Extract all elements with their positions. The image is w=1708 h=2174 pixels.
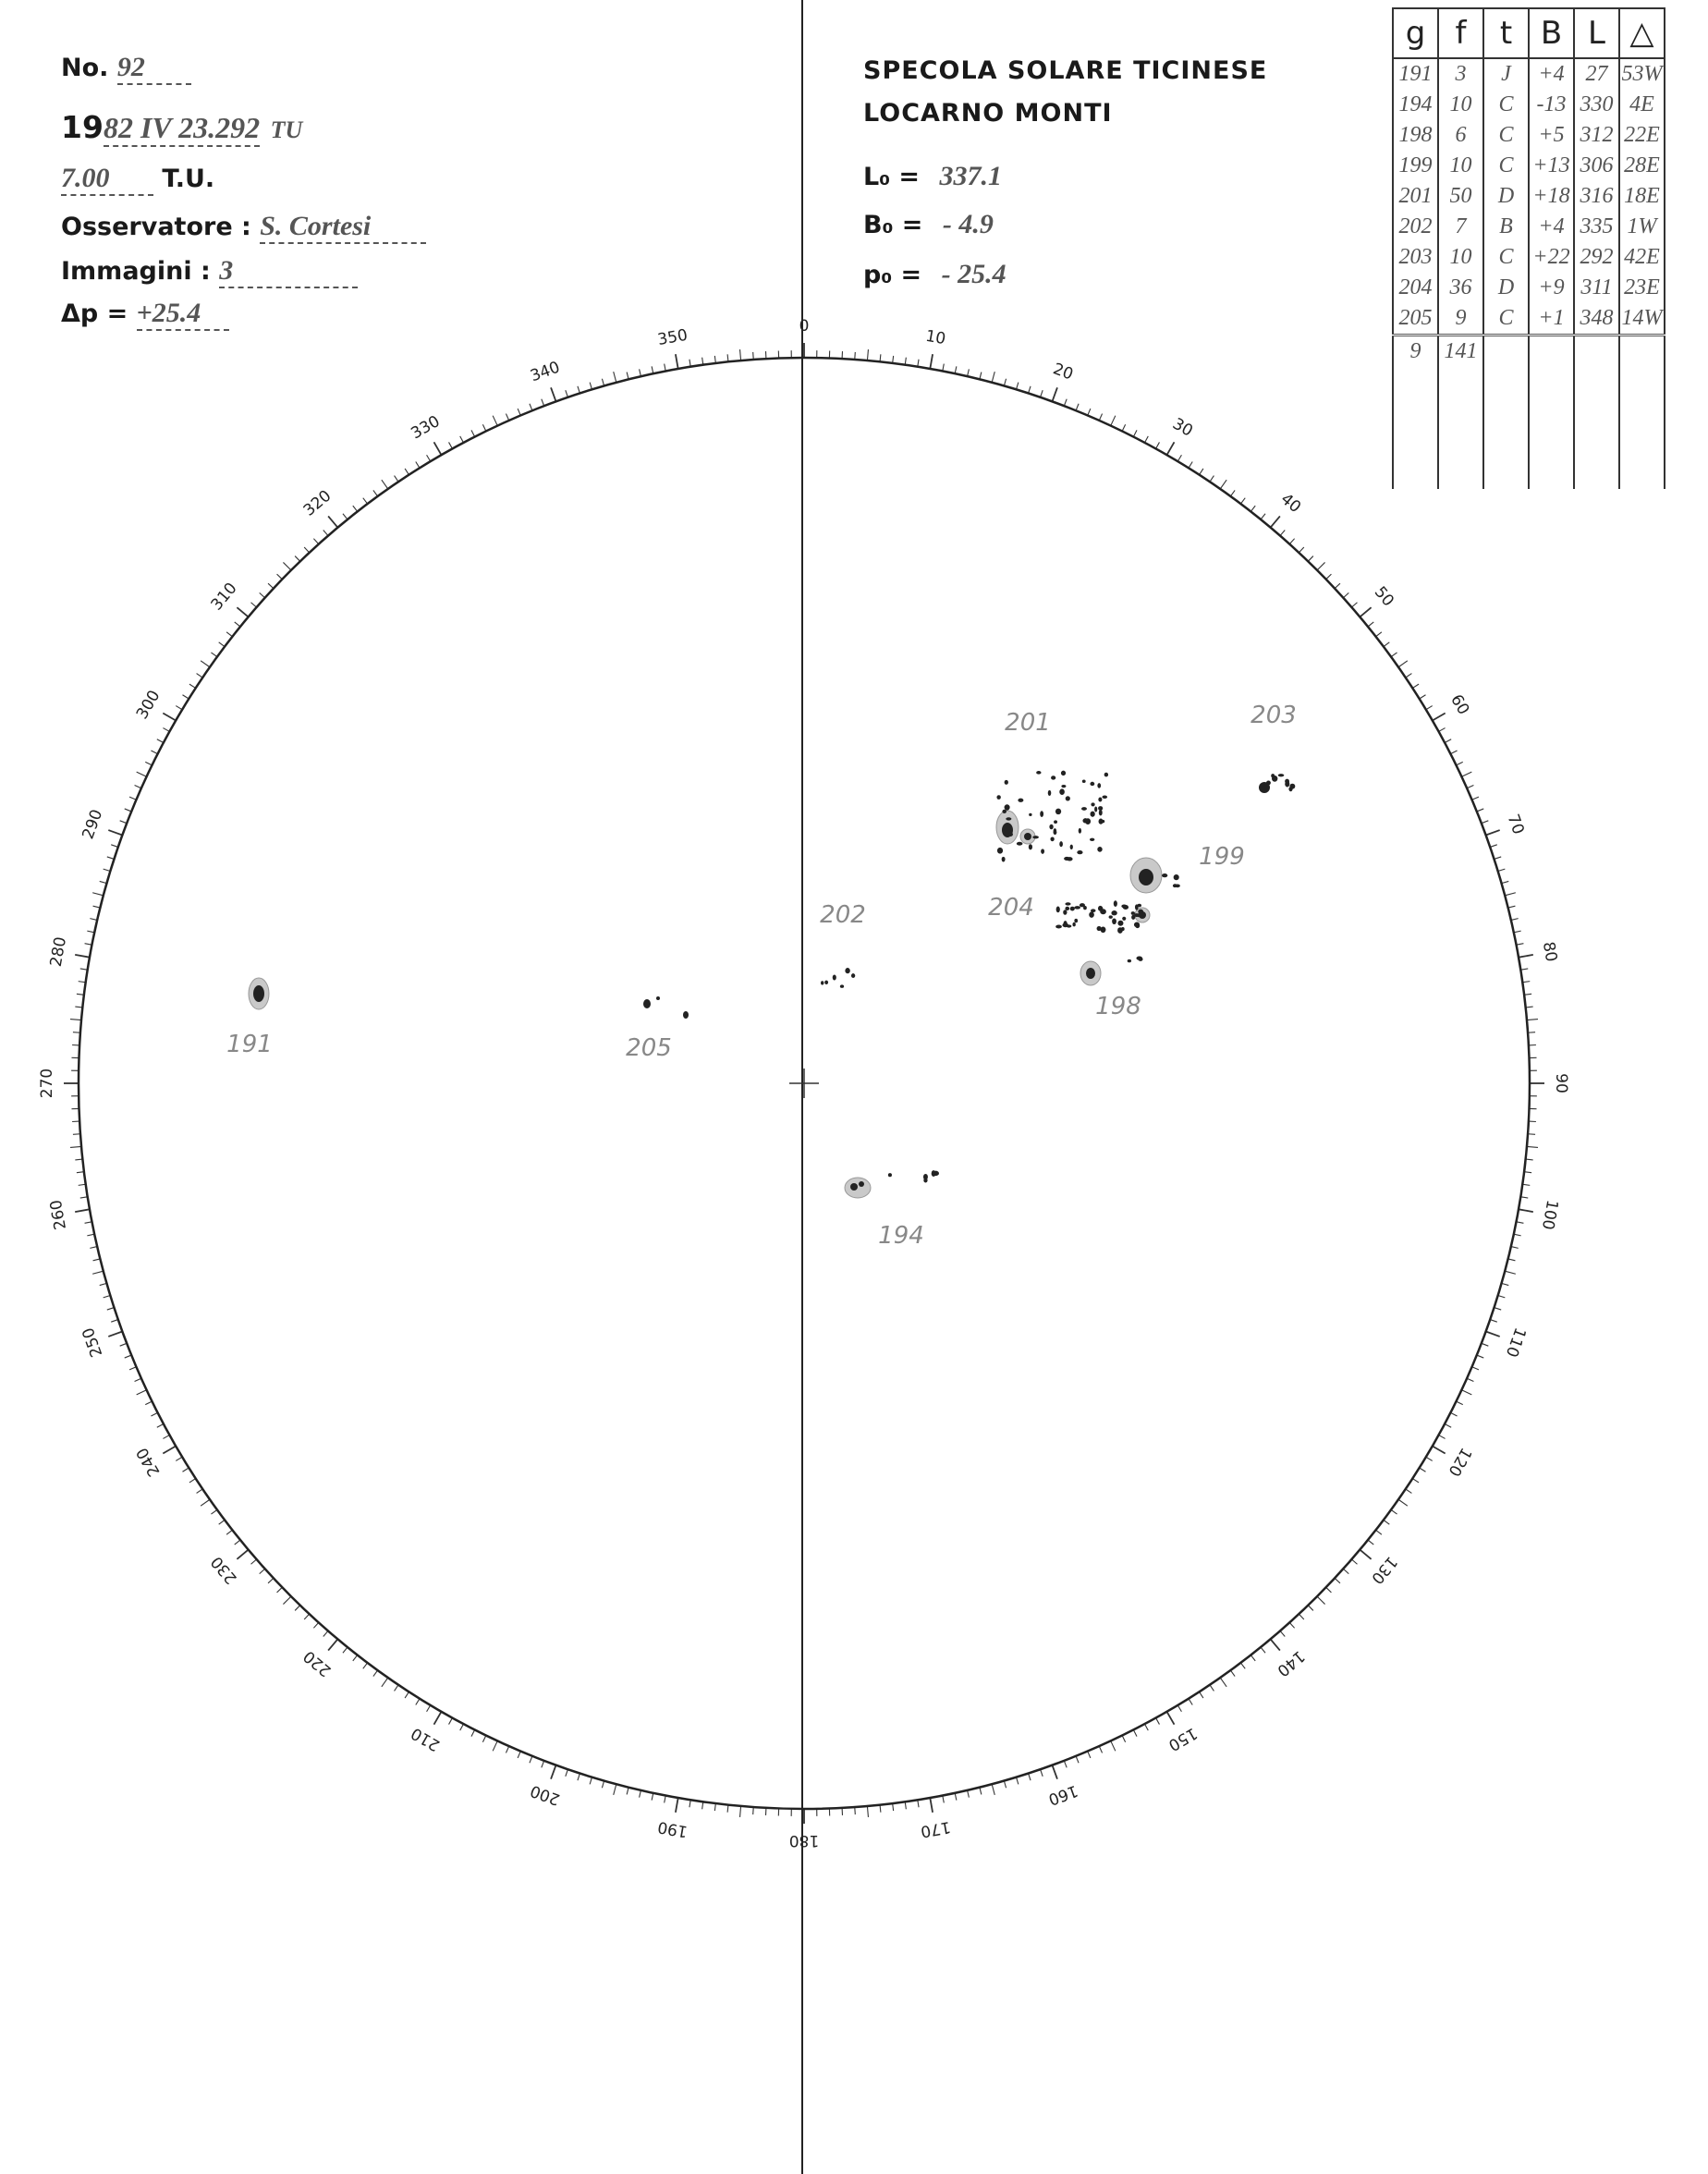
table-cell: 311 [1574, 273, 1619, 303]
sunspot-umbra [1094, 806, 1097, 812]
sunspot-umbra [851, 973, 855, 978]
dial-tick-label: 120 [1444, 1444, 1476, 1480]
dial-tick [1360, 1550, 1371, 1559]
sunspot-umbra [996, 795, 1000, 800]
col-header-B: B [1529, 8, 1574, 58]
dial-tick [1486, 1331, 1500, 1336]
dial-tick [676, 1798, 678, 1813]
sunspot-umbra [1175, 884, 1180, 887]
sunspot-umbra [1017, 842, 1023, 846]
dial-tick [1111, 416, 1116, 426]
record-number-value: 92 [117, 52, 191, 85]
sunspot-umbra [1138, 958, 1142, 961]
dial-tick [237, 1550, 248, 1559]
dial-tick [551, 1765, 555, 1779]
sunspot-umbra [1134, 922, 1140, 928]
table-total-cell: 141 [1438, 336, 1483, 368]
sunspot-umbra [1089, 911, 1094, 917]
dial-tick [740, 1806, 741, 1817]
dial-tick-label: 10 [923, 326, 947, 349]
dial-tick [1360, 607, 1371, 617]
dial-tick-label: 290 [79, 807, 107, 842]
observatory-line2: LOCARNO MONTI [863, 99, 1113, 128]
images-label: Immagini : [61, 257, 211, 286]
dial-tick [614, 1784, 616, 1795]
sunspot-group-label: 202 [820, 901, 866, 929]
table-cell: +18 [1529, 181, 1574, 212]
sunspot-umbra [824, 981, 828, 984]
sunspot-umbra [1040, 811, 1043, 817]
sunspot-umbra [1066, 796, 1070, 800]
table-cell: J [1483, 58, 1529, 90]
table-cell: 202 [1393, 212, 1438, 242]
dial-tick [163, 714, 176, 721]
table-cell: 28E [1619, 151, 1665, 181]
sunspot-umbra [1285, 779, 1289, 784]
sunspot-umbra [683, 1011, 689, 1019]
table-cell: 312 [1574, 120, 1619, 151]
table-cell: 205 [1393, 303, 1438, 336]
table-cell: +13 [1529, 151, 1574, 181]
dial-tick-label: 270 [38, 1068, 56, 1099]
sunspot-umbra [1271, 774, 1275, 777]
table-cell: 50 [1438, 181, 1483, 212]
sunspot-umbra [1049, 824, 1053, 830]
dial-tick [867, 1806, 868, 1817]
table-cell: 4E [1619, 90, 1665, 120]
dial-tick-label: 210 [408, 1723, 444, 1755]
observatory-line1: SPECOLA SOLARE TICINESE [863, 56, 1268, 85]
sunspot-group-label: 191 [226, 1031, 273, 1058]
sunspot-umbra [1112, 918, 1116, 924]
table-cell: 10 [1438, 90, 1483, 120]
dial-tick-label: 220 [299, 1646, 336, 1680]
dial-tick [201, 661, 210, 667]
dial-tick [551, 387, 555, 401]
table-cell: 335 [1574, 212, 1619, 242]
sunspot-umbra [1091, 802, 1094, 806]
sunspot-umbra [1056, 907, 1060, 913]
sunspot-umbra [1082, 779, 1086, 783]
dial-tick-label: 50 [1370, 582, 1398, 611]
sunspot-umbra [1101, 926, 1106, 933]
sunspot-umbra [1065, 902, 1070, 905]
dial-tick [1527, 1146, 1538, 1147]
table-cell: +4 [1529, 58, 1574, 90]
dial-tick-label: 140 [1273, 1646, 1309, 1680]
table-cell: +22 [1529, 242, 1574, 273]
dial-tick [867, 349, 868, 360]
time-label: T.U. [162, 165, 215, 193]
sunspot-umbra [859, 1181, 864, 1187]
table-cell: 316 [1574, 181, 1619, 212]
sunspot-umbra [845, 968, 849, 973]
sunspot-umbra [1059, 841, 1063, 847]
sunspot-umbra [656, 996, 660, 1000]
dial-tick-label: 80 [1538, 940, 1561, 964]
sunspot-umbra [1029, 813, 1031, 816]
dial-tick [1317, 562, 1324, 569]
dial-tick [201, 1499, 210, 1506]
sunspot-umbra [1054, 828, 1056, 833]
sunspot-group-label: 198 [1095, 993, 1141, 1020]
dial-tick [740, 349, 741, 360]
table-cell: 203 [1393, 242, 1438, 273]
sunspot-umbra [1025, 834, 1031, 839]
dial-tick [1317, 1596, 1324, 1604]
dial-tick [1271, 1639, 1280, 1650]
dial-tick [1433, 714, 1446, 721]
table-cell: C [1483, 242, 1529, 273]
dial-tick [1505, 893, 1516, 896]
date-value: 82 IV 23.292 [104, 111, 260, 147]
sunspot-umbra [1117, 927, 1123, 934]
dial-tick [1052, 387, 1056, 401]
sunspot-umbra [997, 848, 1003, 854]
sunspot-umbra [1067, 857, 1073, 861]
table-cell: 198 [1393, 120, 1438, 151]
sunspot-umbra [1128, 959, 1131, 962]
sunspot-umbra [1003, 831, 1008, 837]
dial-tick [382, 1678, 388, 1687]
sunspot-umbra [1091, 812, 1095, 817]
dial-tick-label: 110 [1501, 1325, 1530, 1360]
dial-tick-label: 230 [207, 1552, 241, 1588]
table-cell: C [1483, 151, 1529, 181]
sunspot-umbra [1055, 925, 1062, 929]
sunspot-umbra [1072, 922, 1075, 926]
dial-tick [1398, 661, 1408, 667]
dial-tick [676, 354, 678, 369]
sunspot-umbra [1079, 828, 1081, 834]
dial-tick [92, 893, 104, 896]
dial-tick [328, 1639, 337, 1650]
images-value: 3 [219, 255, 358, 288]
table-cell: 3 [1438, 58, 1483, 90]
dial-tick [1433, 1447, 1446, 1454]
dial-tick [1398, 1499, 1408, 1506]
dial-tick [1461, 772, 1471, 776]
observer-label: Osservatore : [61, 213, 251, 241]
sunspot-umbra [923, 1179, 927, 1183]
dial-tick-label: 350 [656, 325, 689, 350]
param-P0-label: p₀ = [863, 261, 922, 289]
sunspot-umbra [1289, 784, 1295, 789]
dial-tick [237, 607, 248, 617]
sunspot-umbra [1099, 810, 1103, 815]
dial-tick [1519, 955, 1533, 958]
sunspot-umbra [1054, 820, 1057, 824]
table-cell: 204 [1393, 273, 1438, 303]
dial-tick [1220, 480, 1226, 489]
dial-tick [75, 955, 90, 958]
table-cell: 42E [1619, 242, 1665, 273]
dial-tick [1167, 1712, 1175, 1725]
sunspot-umbra [1083, 906, 1087, 910]
col-header-delta: △ [1619, 8, 1665, 58]
sunspot-umbra [1162, 873, 1167, 877]
sunspot-umbra [1032, 836, 1039, 838]
table-cell: C [1483, 90, 1529, 120]
table-cell: 306 [1574, 151, 1619, 181]
sunspot-umbra [821, 981, 824, 984]
col-header-g: g [1393, 8, 1438, 58]
table-cell: 27 [1574, 58, 1619, 90]
table-cell: C [1483, 303, 1529, 336]
sunspot-umbra [1090, 782, 1094, 786]
sunspot-umbra [1081, 807, 1087, 811]
table-cell: 330 [1574, 90, 1619, 120]
dial-tick-label: 90 [1552, 1073, 1570, 1093]
sunspot-penumbra [845, 1178, 871, 1198]
sunspot-umbra [1174, 874, 1179, 880]
dial-tick [930, 354, 933, 369]
param-B0-label: B₀ = [863, 211, 923, 239]
table-cell: 18E [1619, 181, 1665, 212]
sunspot-umbra [888, 1173, 892, 1177]
sunspot-umbra [1117, 921, 1123, 926]
sunspot-umbra [1085, 818, 1091, 824]
dial-tick [992, 1784, 994, 1795]
table-cell: +5 [1529, 120, 1574, 151]
dial-tick-label: 180 [788, 1831, 820, 1850]
sunspot-group-label: 204 [988, 894, 1034, 922]
sunspot-umbra [1074, 906, 1080, 910]
sunspot-umbra [1059, 788, 1065, 795]
sunspot-umbra [1091, 909, 1095, 912]
sunspot-umbra [1070, 907, 1075, 911]
sunspot-umbra [643, 999, 651, 1008]
sunspot-umbra [1099, 819, 1104, 824]
sunspot-umbra [1266, 780, 1271, 785]
disc-center-cross [789, 1069, 819, 1098]
dial-tick-label: 40 [1276, 489, 1305, 518]
param-B0-value: - 4.9 [942, 209, 994, 239]
sunspot-group-label: 203 [1250, 702, 1297, 729]
sunspot-umbra [1062, 923, 1068, 928]
table-cell: D [1483, 273, 1529, 303]
table-cell: +9 [1529, 273, 1574, 303]
delta-p-value: +25.4 [137, 298, 229, 331]
dial-tick [1271, 516, 1280, 527]
dial-tick [434, 442, 442, 455]
table-cell: 53W [1619, 58, 1665, 90]
sunspot-group-label: 201 [1005, 709, 1051, 737]
sunspot-umbra [1098, 906, 1103, 911]
dial-tick [92, 1271, 104, 1274]
dial-tick [108, 830, 122, 835]
sunspot-umbra [850, 1183, 858, 1191]
dial-tick-label: 330 [408, 411, 444, 444]
sunspot-umbra [1114, 900, 1117, 907]
sunspot-umbra [1109, 915, 1113, 918]
sunspot-umbra [1055, 809, 1061, 814]
sunspot-umbra [1097, 783, 1101, 788]
sunspot-umbra [1139, 869, 1153, 885]
sunspot-umbra [1063, 910, 1067, 914]
sunspot-umbra [1137, 904, 1141, 908]
sunspot-umbra [1278, 774, 1285, 776]
dial-tick [163, 1447, 176, 1454]
sunspot-umbra [1061, 771, 1066, 776]
sunspot-umbra [1137, 913, 1142, 917]
sunspot-umbra [1050, 837, 1054, 841]
table-cell: 36 [1438, 273, 1483, 303]
sunspot-umbra [833, 974, 836, 980]
col-header-L: L [1574, 8, 1619, 58]
dial-tick [75, 1209, 90, 1212]
sunspot-umbra [1070, 845, 1073, 849]
dial-tick-label: 60 [1446, 691, 1473, 718]
dial-tick [1486, 830, 1500, 835]
table-cell: -13 [1529, 90, 1574, 120]
sunspot-group-label: 205 [626, 1034, 672, 1062]
dial-tick [1461, 1390, 1471, 1395]
table-total-cell: 9 [1393, 336, 1438, 368]
record-number-label: No. [61, 54, 109, 82]
dial-tick [108, 1331, 122, 1336]
sunspot-umbra [1065, 907, 1069, 910]
sunspot-umbra [1098, 798, 1102, 802]
sunspot-umbra [1048, 790, 1052, 796]
dial-tick [930, 1798, 933, 1813]
dial-tick-label: 190 [656, 1816, 689, 1841]
param-L0-value: 337.1 [939, 161, 1002, 191]
sunspot-umbra [1029, 844, 1032, 849]
dial-tick [1052, 1765, 1056, 1779]
dial-tick [137, 1390, 147, 1395]
sunspot-umbra [840, 984, 844, 988]
table-cell: 10 [1438, 151, 1483, 181]
date-suffix: TU [270, 116, 303, 143]
table-cell: 7 [1438, 212, 1483, 242]
table-cell: D [1483, 181, 1529, 212]
dial-tick-label: 320 [299, 486, 336, 520]
dial-tick-label: 160 [1045, 1780, 1080, 1809]
sunspot-umbra [1097, 847, 1102, 852]
table-cell: 22E [1619, 120, 1665, 151]
col-header-f: f [1438, 8, 1483, 58]
dial-tick [434, 1712, 442, 1725]
dial-tick [328, 516, 337, 527]
dial-tick-label: 310 [207, 579, 241, 615]
sunspot-umbra [1131, 915, 1135, 920]
table-cell: 348 [1574, 303, 1619, 336]
dial-tick [1111, 1740, 1116, 1751]
sunspot-umbra [1111, 910, 1116, 915]
dial-tick-label: 20 [1050, 360, 1076, 385]
year-prefix: 19 [61, 109, 104, 145]
sunspot-group-label: 194 [878, 1222, 924, 1250]
table-cell: B [1483, 212, 1529, 242]
dial-tick-label: 0 [799, 317, 810, 336]
observer-value: S. Cortesi [260, 211, 426, 244]
sunspot-umbra [1104, 773, 1108, 777]
sunspot-umbra [1102, 795, 1107, 799]
table-cell: 23E [1619, 273, 1665, 303]
dial-tick [614, 372, 616, 383]
sunspot-umbra [1008, 832, 1013, 837]
table-cell: 14W [1619, 303, 1665, 336]
sunspot-umbra [1051, 776, 1055, 779]
sunspot-group-label: 199 [1199, 843, 1245, 871]
dial-tick [1220, 1678, 1226, 1687]
delta-p-label: Δp = [61, 299, 128, 328]
table-cell: 292 [1574, 242, 1619, 273]
dial-tick [992, 372, 994, 383]
dial-tick [283, 1596, 290, 1604]
sunspot-umbra [1005, 780, 1008, 785]
dial-tick-label: 260 [46, 1198, 71, 1231]
sunspot-umbra [1086, 968, 1095, 979]
sunspot-umbra [933, 1171, 939, 1176]
sunspot-umbra [1002, 810, 1006, 813]
col-header-t: t [1483, 8, 1529, 58]
dial-tick-label: 300 [132, 687, 165, 723]
table-cell: +1 [1529, 303, 1574, 336]
table-cell: 199 [1393, 151, 1438, 181]
table-cell: 201 [1393, 181, 1438, 212]
dial-tick [137, 772, 147, 776]
dial-tick-label: 100 [1537, 1198, 1562, 1231]
sunspot-umbra [1006, 817, 1011, 820]
sunspot-umbra [1041, 849, 1044, 854]
dial-tick [493, 416, 497, 426]
table-cell: 191 [1393, 58, 1438, 90]
dial-tick [70, 1146, 81, 1147]
table-cell: 6 [1438, 120, 1483, 151]
sunspot-umbra [1077, 850, 1082, 854]
param-P0-value: - 25.4 [941, 259, 1006, 289]
dial-tick-label: 200 [528, 1780, 563, 1809]
dial-tick [382, 480, 388, 489]
table-cell: +4 [1529, 212, 1574, 242]
sunspot-umbra [253, 985, 264, 1002]
table-cell: 10 [1438, 242, 1483, 273]
dial-tick [1505, 1271, 1516, 1274]
dial-tick [493, 1740, 497, 1751]
sunspot-umbra [1002, 857, 1006, 862]
dial-tick-label: 340 [528, 358, 563, 386]
sunspot-umbra [1036, 771, 1041, 775]
dial-tick-label: 130 [1367, 1552, 1401, 1588]
param-L0-label: L₀ = [863, 163, 921, 191]
sunspot-umbra [1090, 838, 1094, 841]
table-cell: 9 [1438, 303, 1483, 336]
dial-tick-label: 170 [919, 1816, 952, 1841]
dial-tick-label: 280 [46, 935, 71, 969]
dial-tick-label: 250 [79, 1325, 107, 1360]
dial-tick [283, 562, 290, 569]
sunspot-umbra [1074, 919, 1078, 922]
table-cell: 1W [1619, 212, 1665, 242]
dial-tick-label: 150 [1165, 1723, 1201, 1755]
dial-tick [1519, 1209, 1533, 1212]
dial-tick-label: 70 [1503, 812, 1528, 837]
sunspot-umbra [1122, 917, 1126, 921]
table-cell: 194 [1393, 90, 1438, 120]
table-cell: C [1483, 120, 1529, 151]
sunspot-umbra [1123, 905, 1128, 910]
sunspot-umbra [1018, 799, 1023, 802]
time-value: 7.00 [61, 163, 153, 196]
dial-tick [1167, 442, 1175, 455]
dial-tick-label: 240 [132, 1444, 165, 1480]
sunspot-umbra [1005, 804, 1010, 810]
dial-tick-label: 30 [1169, 414, 1196, 441]
sunspot-umbra [1061, 785, 1066, 788]
